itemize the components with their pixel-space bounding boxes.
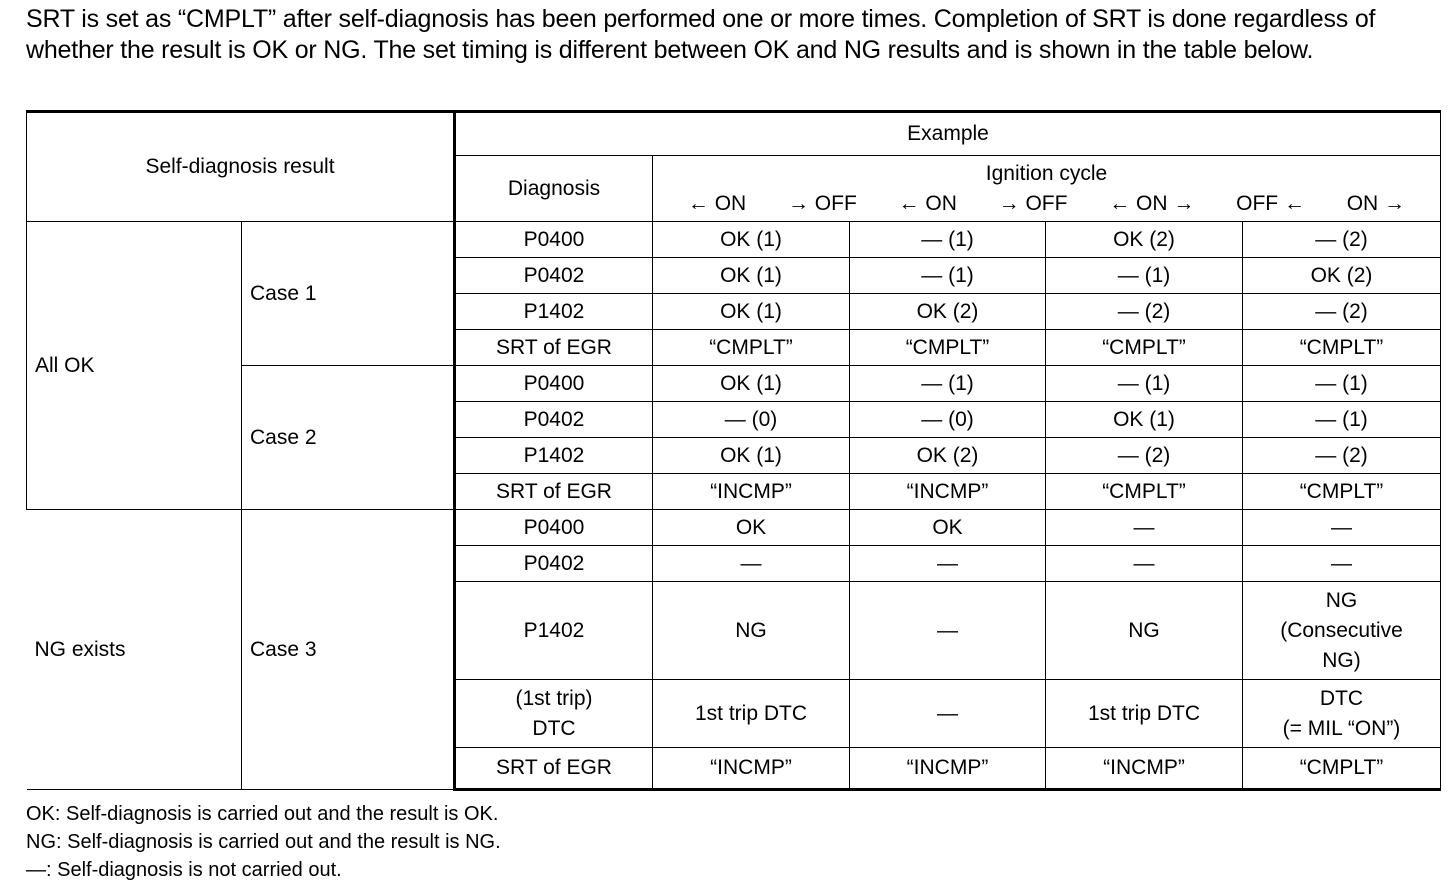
value-cell: — <box>850 680 1046 748</box>
value-cell: OK (2) <box>1046 222 1243 258</box>
group-all-ok: All OK <box>27 222 242 510</box>
cycle-marker: → OFF <box>787 191 857 215</box>
value-cell: — <box>1243 510 1441 546</box>
value-cell: OK (1) <box>653 258 850 294</box>
case-1-label: Case 1 <box>242 222 455 366</box>
value-cell: “INCMP” <box>1046 748 1243 790</box>
diag-cell: P0402 <box>455 402 653 438</box>
diag-cell: P1402 <box>455 294 653 330</box>
value-cell: “CMPLT” <box>653 330 850 366</box>
value-cell: — (1) <box>850 366 1046 402</box>
value-cell: — (2) <box>1243 438 1441 474</box>
value-cell: — (2) <box>1046 438 1243 474</box>
intro-paragraph: SRT is set as “CMPLT” after self-diagnosis has been performed one or more times. Completion of SRT is done regardless of whether the result is OK or NG. The set timing is different between OK and NG results and is shown in the table below. <box>26 5 1376 64</box>
cycle-marker: OFF ← <box>1236 191 1305 215</box>
legend-notes <box>26 800 501 884</box>
value-cell: 1st trip DTC <box>653 680 850 748</box>
value-cell: “INCMP” <box>653 474 850 510</box>
value-cell: OK (1) <box>653 366 850 402</box>
value-cell: — <box>1046 510 1243 546</box>
value-cell: — (2) <box>1046 294 1243 330</box>
value-cell: 1st trip DTC <box>1046 680 1243 748</box>
value-cell: OK (2) <box>850 294 1046 330</box>
diag-cell: P0400 <box>455 510 653 546</box>
value-cell: OK <box>850 510 1046 546</box>
group-ng-exists: NG exists <box>27 510 242 790</box>
note-dash: —: Self-diagnosis is not carried out. <box>26 859 342 881</box>
diag-cell: (1st trip) DTC <box>455 680 653 748</box>
value-cell: OK (1) <box>1046 402 1243 438</box>
value-cell: “INCMP” <box>653 748 850 790</box>
diag-cell: P1402 <box>455 438 653 474</box>
value-cell: NG <box>653 582 850 680</box>
value-cell: “CMPLT” <box>850 330 1046 366</box>
value-cell: — <box>850 546 1046 582</box>
note-ok: OK: Self-diagnosis is carried out and the result is OK. <box>26 803 499 825</box>
cycle-marker: → OFF <box>998 191 1068 215</box>
value-cell: OK (2) <box>1243 258 1441 294</box>
diag-cell: P0400 <box>455 222 653 258</box>
header-example: Example <box>455 112 1441 156</box>
header-diagnosis: Diagnosis <box>455 156 653 222</box>
ignition-cycle-label: Ignition cycle <box>985 161 1108 185</box>
value-cell: — (0) <box>653 402 850 438</box>
case-3-label: Case 3 <box>242 510 455 790</box>
value-cell: “CMPLT” <box>1046 474 1243 510</box>
value-cell: — <box>1243 546 1441 582</box>
value-cell: “CMPLT” <box>1243 748 1441 790</box>
diag-cell: P1402 <box>455 582 653 680</box>
case-2-label: Case 2 <box>242 366 455 510</box>
value-cell: “CMPLT” <box>1046 330 1243 366</box>
value-cell: OK <box>653 510 850 546</box>
value-cell: OK (1) <box>653 294 850 330</box>
value-cell: “CMPLT” <box>1243 474 1441 510</box>
diag-cell: P0400 <box>455 366 653 402</box>
value-cell: “CMPLT” <box>1243 330 1441 366</box>
value-cell: OK (1) <box>653 222 850 258</box>
value-cell: — (1) <box>1243 366 1441 402</box>
value-cell: NG (Consecutive NG) <box>1243 582 1441 680</box>
cycle-marker: ← ON <box>687 191 747 215</box>
value-cell: — (2) <box>1243 222 1441 258</box>
cycle-marker: ← ON <box>898 191 957 215</box>
value-cell: — (2) <box>1243 294 1441 330</box>
diag-cell: P0402 <box>455 546 653 582</box>
value-cell: — (1) <box>1046 258 1243 294</box>
value-cell: — (1) <box>850 222 1046 258</box>
note-ng: NG: Self-diagnosis is carried out and the result is NG. <box>26 831 501 853</box>
header-self-diagnosis-result: Self-diagnosis result <box>27 112 455 222</box>
value-cell: NG <box>1046 582 1243 680</box>
value-cell: “INCMP” <box>850 474 1046 510</box>
header-ignition-cycle-cell <box>653 156 1441 222</box>
value-cell: DTC (= MIL “ON”) <box>1243 680 1441 748</box>
srt-timing-table <box>26 110 1441 791</box>
cycle-marker: ← ON → <box>1109 191 1195 215</box>
diag-cell: SRT of EGR <box>455 474 653 510</box>
diag-cell: SRT of EGR <box>455 330 653 366</box>
value-cell: — (0) <box>850 402 1046 438</box>
value-cell: — <box>653 546 850 582</box>
diag-cell: SRT of EGR <box>455 748 653 790</box>
value-cell: OK (2) <box>850 438 1046 474</box>
ignition-cycle-markers <box>653 189 1440 219</box>
diag-cell: P0402 <box>455 258 653 294</box>
value-cell: — <box>1046 546 1243 582</box>
value-cell: OK (1) <box>653 438 850 474</box>
value-cell: — (1) <box>1243 402 1441 438</box>
value-cell: — (1) <box>1046 366 1243 402</box>
value-cell: — <box>850 582 1046 680</box>
value-cell: — (1) <box>850 258 1046 294</box>
cycle-marker: ON → <box>1346 191 1406 215</box>
value-cell: “INCMP” <box>850 748 1046 790</box>
